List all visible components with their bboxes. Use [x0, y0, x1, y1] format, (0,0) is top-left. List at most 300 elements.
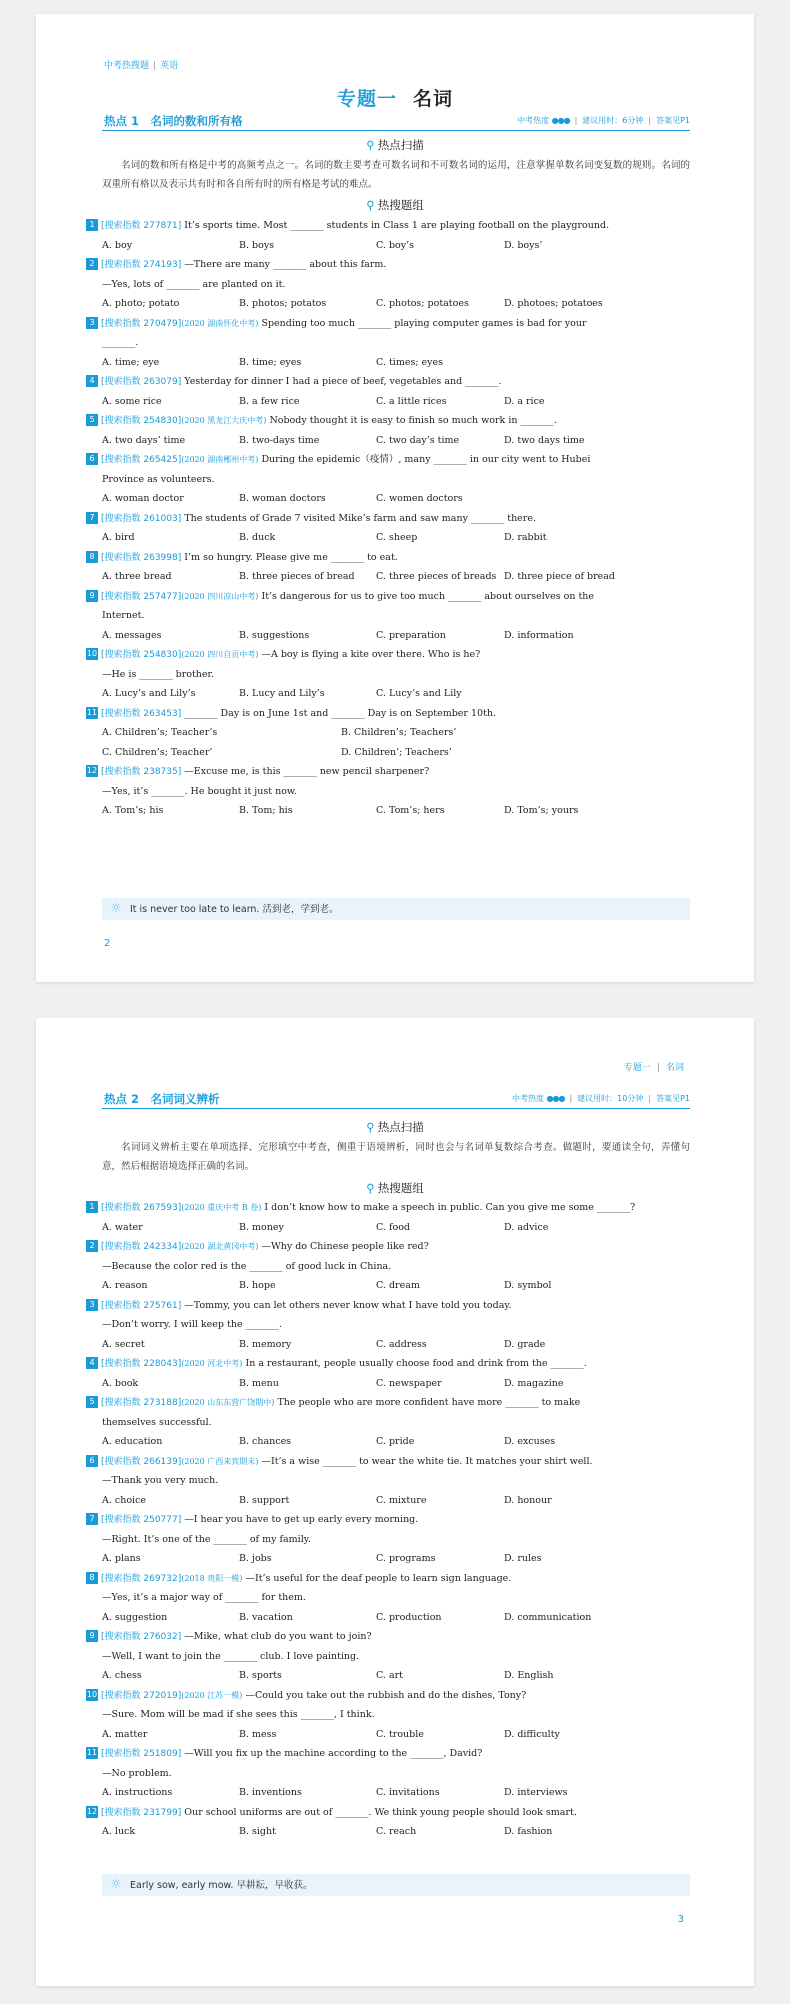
search-index: [搜索指数 261003] — [101, 513, 182, 524]
question-text: —Could you take out the rubbish and do the dishes, Tony? — [245, 1689, 527, 1701]
question-text: During the epidemic（疫情）, many _______ in our city went to Hubei — [261, 454, 591, 465]
question-number: 11 — [86, 1748, 98, 1757]
option-d[interactable]: D. symbol — [504, 1280, 552, 1291]
question-stem-continued — [86, 606, 690, 626]
header-separator: | — [153, 61, 157, 71]
question-text: —Will you fix up the machine according to the _______, David? — [184, 1748, 483, 1759]
option-b[interactable]: B. three pieces of bread — [239, 571, 355, 582]
question-text: themselves successful. — [102, 1416, 212, 1428]
hot-topic-meta: 中考热度 ●●● | 建议用时：10分钟 | 答案见P1 — [511, 1094, 690, 1103]
option-a[interactable]: A. water — [102, 1221, 143, 1233]
question-stem — [86, 1744, 690, 1764]
question-number: 2 — [86, 258, 98, 270]
question-number: 4 — [86, 1357, 98, 1369]
magnifier-icon: ⚲ — [366, 198, 375, 212]
question-stem-continued — [86, 1530, 690, 1550]
option-c[interactable]: C. pride — [376, 1436, 415, 1447]
option-d[interactable]: D. advice — [504, 1221, 549, 1233]
option-c[interactable]: C. reach — [376, 1826, 417, 1837]
question-number: 5 — [86, 414, 98, 426]
option-b[interactable]: B. boys — [239, 239, 275, 251]
question-text: —It’s useful for the deaf people to learn sign language. — [245, 1572, 512, 1584]
question-number: 7 — [86, 1513, 98, 1525]
question-7 — [86, 1510, 690, 1569]
question-stem — [86, 450, 690, 470]
option-d[interactable]: D. rabbit — [504, 532, 547, 543]
running-header — [624, 1060, 684, 1073]
scan-heading-text: 热点扫描 — [377, 138, 424, 152]
option-d[interactable]: D. magazine — [504, 1377, 564, 1389]
question-source: (2020 山东东营广饶期中) — [181, 1398, 275, 1407]
option-d[interactable]: D. rules — [504, 1553, 542, 1564]
question-text: —No problem. — [102, 1767, 172, 1779]
heat-label: 中考热度 — [511, 1094, 544, 1103]
magnifier-icon: ⚲ — [366, 138, 375, 152]
option-a[interactable]: A. boy — [102, 239, 133, 251]
option-a[interactable]: A. suggestion — [102, 1611, 168, 1623]
question-text: Spending too much _______ playing computer games is bad for your — [261, 317, 587, 329]
option-c[interactable]: C. Tom’s; hers — [376, 805, 445, 816]
magnifier-icon: ⚲ — [366, 1181, 375, 1195]
question-9 — [86, 587, 690, 646]
question-stem — [86, 762, 690, 782]
option-b[interactable]: B. Tom; his — [239, 805, 293, 816]
question-text: —Yes, it’s _______. He bought it just now. — [102, 785, 297, 797]
subject-label: 英语 — [160, 61, 179, 71]
question-4 — [86, 1354, 690, 1393]
question-stem-continued — [86, 1764, 690, 1784]
suggested-time: 建议用时：10分钟 — [577, 1094, 644, 1103]
option-d[interactable]: D. Tom’s; yours — [504, 805, 579, 816]
search-index: [搜索指数 231799] — [101, 1807, 182, 1818]
question-text: —Yes, lots of _______ are planted on it. — [102, 278, 286, 290]
answer-ref: 答案见P1 — [656, 1094, 690, 1103]
option-row — [86, 1608, 690, 1628]
question-text: It’s dangerous for us to give too much _______ about ourselves on the — [261, 590, 595, 602]
search-index: [搜索指数 250777] — [101, 1515, 182, 1525]
question-number: 12 — [86, 1806, 98, 1816]
question-list — [86, 216, 690, 821]
question-number: 1 — [86, 219, 98, 231]
option-b[interactable]: B. chances — [239, 1436, 292, 1447]
question-number: 8 — [86, 1572, 98, 1584]
search-index: [搜索指数 276032] — [101, 1632, 182, 1642]
option-a[interactable]: A. matter — [102, 1728, 148, 1740]
option-d[interactable]: D. a rice — [504, 395, 545, 407]
question-5 — [86, 411, 690, 450]
question-stem — [86, 216, 690, 236]
question-stem-continued — [86, 1471, 690, 1491]
scan-heading — [36, 1119, 754, 1135]
question-stem-continued — [86, 1588, 690, 1608]
option-c[interactable]: C. Lucy’s and Lily — [376, 688, 462, 699]
search-index: [搜索指数 263453] — [101, 708, 182, 719]
magnifier-icon: ⚲ — [366, 1120, 375, 1134]
option-b[interactable]: B. Children’s; Teachers’ — [341, 727, 457, 738]
option-b[interactable]: B. duck — [239, 532, 276, 543]
question-number: 6 — [86, 453, 98, 465]
question-stem — [86, 1354, 690, 1374]
hot-topic-title: 热点 1 名词的数和所有格 — [104, 114, 243, 128]
option-a[interactable]: A. choice — [102, 1494, 147, 1506]
option-row — [86, 489, 690, 509]
option-d[interactable]: D. fashion — [504, 1826, 553, 1837]
search-index: [搜索指数 254830] — [101, 650, 182, 660]
option-a[interactable]: A. reason — [102, 1280, 148, 1291]
option-c[interactable]: C. two day’s time — [376, 434, 460, 446]
flame-icon: ●●● — [546, 1094, 565, 1103]
option-d[interactable]: D. English — [504, 1670, 554, 1681]
option-c[interactable]: C. times; eyes — [376, 356, 444, 368]
option-c[interactable]: C. sheep — [376, 532, 418, 543]
question-12 — [86, 1803, 690, 1842]
option-c[interactable]: C. boy’s — [376, 239, 415, 251]
question-stem — [86, 645, 690, 665]
running-header — [104, 58, 178, 71]
question-text: Province as volunteers. — [102, 473, 215, 485]
question-number: 5 — [86, 1396, 98, 1408]
option-c[interactable]: C. food — [376, 1221, 411, 1233]
question-stem-continued — [86, 470, 690, 490]
option-row — [86, 353, 690, 373]
question-9 — [86, 1627, 690, 1686]
question-text: The people who are more confident have more _______ to make — [277, 1397, 581, 1408]
question-source: (2020 四川凉山中考) — [181, 591, 259, 601]
option-row — [86, 567, 690, 587]
search-index: [搜索指数 274193] — [101, 260, 182, 270]
question-stem — [86, 411, 690, 431]
question-text: —Excuse me, is this _______ new pencil sharpener? — [184, 766, 430, 777]
question-list — [86, 1198, 690, 1842]
question-text: —Right. It’s one of the _______ of my family. — [102, 1533, 311, 1545]
scan-heading — [36, 137, 754, 153]
question-number: 9 — [86, 1630, 98, 1642]
option-c[interactable]: C. address — [376, 1338, 427, 1350]
hot-topic-bar — [102, 1090, 690, 1109]
question-text: —Tommy, you can let others never know what I have told you today. — [184, 1299, 512, 1311]
answer-ref: 答案见P1 — [656, 116, 690, 125]
option-b[interactable]: B. two-days time — [239, 434, 320, 446]
search-index: [搜索指数 238735] — [101, 767, 182, 777]
option-row — [86, 1491, 690, 1511]
chapter-name: 名词 — [413, 88, 454, 110]
question-stem — [86, 1198, 690, 1218]
option-a[interactable]: A. Children’s; Teacher’s — [102, 727, 218, 738]
question-text: —I hear you have to get up early every morning. — [184, 1514, 419, 1525]
option-d[interactable]: D. boys’ — [504, 239, 543, 251]
question-text: I’m so hungry. Please give me _______ to eat. — [184, 551, 398, 563]
option-b[interactable]: B. a few rice — [239, 395, 300, 407]
option-a[interactable]: A. three bread — [102, 571, 172, 582]
option-b[interactable]: B. vacation — [239, 1611, 293, 1623]
option-row — [86, 1549, 690, 1569]
question-number: 8 — [86, 551, 98, 563]
hot-topic-bar — [102, 112, 690, 131]
question-10 — [86, 645, 690, 704]
question-10 — [86, 1686, 690, 1745]
option-d[interactable]: D. photoes; potatoes — [504, 298, 603, 309]
option-c[interactable]: C. a little rices — [376, 395, 447, 407]
question-text: Internet. — [102, 610, 145, 621]
proverb-box — [102, 1874, 690, 1896]
question-source: (2020 重庆中考 B 卷) — [181, 1203, 262, 1212]
search-index: [搜索指数 267593] — [101, 1203, 182, 1213]
question-text: Our school uniforms are out of _______. We think young people should look smart. — [184, 1806, 577, 1818]
question-stem — [86, 255, 690, 275]
question-number: 3 — [86, 1299, 98, 1311]
option-b[interactable]: B. jobs — [239, 1553, 272, 1564]
chapter-number: 专题一 — [336, 88, 397, 110]
search-index: [搜索指数 270479] — [101, 318, 182, 329]
question-stem — [86, 704, 690, 724]
question-6 — [86, 450, 690, 509]
question-stem — [86, 1296, 690, 1316]
question-11 — [86, 1744, 690, 1803]
question-stem-continued — [86, 1413, 690, 1433]
question-stem-continued — [86, 275, 690, 295]
scan-heading-text: 热点扫描 — [377, 1120, 424, 1134]
question-stem — [86, 372, 690, 392]
question-text: I don’t know how to make a speech in public. Can you give me some _______? — [264, 1202, 636, 1213]
question-stem-continued — [86, 1647, 690, 1667]
option-b[interactable]: B. suggestions — [239, 629, 310, 641]
option-row — [86, 1783, 690, 1803]
search-index: [搜索指数 266139] — [101, 1456, 182, 1467]
search-index: [搜索指数 251809] — [101, 1749, 182, 1759]
question-3 — [86, 314, 690, 373]
question-stem — [86, 548, 690, 568]
page-3 — [36, 1018, 754, 1986]
option-d[interactable]: D. two days time — [504, 434, 585, 446]
option-c[interactable]: C. production — [376, 1611, 442, 1623]
option-a[interactable]: A. two days’ time — [102, 434, 186, 446]
question-4 — [86, 372, 690, 411]
search-index: [搜索指数 263079] — [101, 377, 182, 387]
question-number: 10 — [86, 1689, 98, 1699]
search-index: [搜索指数 228043] — [101, 1359, 182, 1369]
hot-topic-meta: 中考热度 ●●● | 建议用时：6分钟 | 答案见P1 — [517, 116, 690, 125]
question-number: 6 — [86, 1455, 98, 1467]
question-text: —It’s a wise _______ to wear the white tie. It matches your shirt well. — [261, 1455, 593, 1467]
option-d[interactable]: D. honour — [504, 1494, 552, 1506]
question-text: —Don’t worry. I will keep the _______. — [102, 1319, 282, 1330]
header-separator: | — [656, 1063, 660, 1073]
hot-topic-title: 热点 2 名词词义辨析 — [104, 1092, 220, 1106]
question-8 — [86, 548, 690, 587]
option-row — [86, 1335, 690, 1355]
question-2 — [86, 255, 690, 314]
question-stem — [86, 1569, 690, 1589]
option-a[interactable]: A. time; eye — [102, 356, 160, 368]
option-a[interactable]: A. luck — [102, 1826, 136, 1837]
question-source: (2020 湖南怀化中考) — [181, 318, 259, 328]
question-7 — [86, 509, 690, 548]
intro-paragraph: 名词的数和所有格是中考的高频考点之一。名词的数主要考查可数名词和不可数名词的运用，注意掌握单数名词变复数的规则。名词的双重所有格以及表示共有时和各自所有时的所有格是考试的难点。 — [102, 160, 690, 190]
question-stem — [86, 587, 690, 607]
option-a[interactable]: A. secret — [102, 1338, 145, 1350]
option-row — [86, 392, 690, 412]
search-index: [搜索指数 269732] — [101, 1573, 182, 1584]
option-c[interactable]: C. three pieces of breads — [376, 571, 497, 582]
search-index: [搜索指数 265425] — [101, 455, 182, 465]
option-b[interactable]: B. photos; potatos — [239, 298, 327, 309]
group-heading-text: 热搜题组 — [377, 1181, 424, 1195]
question-number: 4 — [86, 375, 98, 387]
option-c[interactable]: C. invitations — [376, 1787, 440, 1798]
header-topic: 专题一 — [623, 1063, 651, 1073]
question-text: —Sure. Mom will be mad if she sees this _______, I think. — [102, 1709, 375, 1720]
question-text: In a restaurant, people usually choose food and drink from the _______. — [245, 1358, 587, 1369]
option-b[interactable]: B. mess — [239, 1728, 277, 1740]
option-d[interactable]: D. Children’; Teachers’ — [341, 746, 452, 758]
question-stem-continued — [86, 1257, 690, 1277]
proverb-text: Early sow, early mow. 早耕耘，早收获。 — [130, 1880, 313, 1891]
option-b[interactable]: B. support — [239, 1494, 290, 1506]
option-b[interactable]: B. sports — [239, 1670, 282, 1681]
option-d[interactable]: D. excuses — [504, 1436, 556, 1447]
option-c[interactable]: C. women doctors — [376, 493, 463, 504]
question-6 — [86, 1452, 690, 1511]
option-c[interactable]: C. photos; potatoes — [376, 298, 469, 309]
search-index: [搜索指数 242334] — [101, 1242, 182, 1252]
option-d[interactable]: D. information — [504, 629, 574, 641]
option-row — [86, 1374, 690, 1394]
option-row — [86, 236, 690, 256]
option-b[interactable]: B. sight — [239, 1826, 276, 1837]
option-c[interactable]: C. dream — [376, 1280, 420, 1291]
question-number: 10 — [86, 649, 98, 658]
question-text: It’s sports time. Most _______ students in Class 1 are playing football on the playground. — [184, 220, 610, 231]
option-row — [86, 684, 690, 704]
group-heading-text: 热搜题组 — [377, 198, 424, 212]
option-c[interactable]: C. trouble — [376, 1728, 424, 1740]
question-stem — [86, 1627, 690, 1647]
option-b[interactable]: B. inventions — [239, 1787, 302, 1798]
option-b[interactable]: B. memory — [239, 1338, 292, 1350]
option-a[interactable]: A. Lucy’s and Lily’s — [102, 688, 196, 699]
group-heading — [36, 1180, 754, 1196]
option-c[interactable]: C. mixture — [376, 1494, 427, 1506]
page-2 — [36, 14, 754, 982]
option-row — [86, 1432, 690, 1452]
question-3 — [86, 1296, 690, 1355]
question-number: 2 — [86, 1240, 98, 1252]
question-text: Yesterday for dinner I had a piece of beef, vegetables and _______. — [184, 376, 502, 387]
question-source: (2020 湖北黄冈中考) — [181, 1242, 259, 1251]
search-index: [搜索指数 263998] — [101, 552, 182, 563]
option-row — [86, 528, 690, 548]
option-d[interactable]: D. grade — [504, 1338, 546, 1350]
option-row — [86, 294, 690, 314]
option-a[interactable]: A. messages — [102, 629, 162, 641]
option-a[interactable]: A. some rice — [102, 395, 162, 407]
option-c[interactable]: C. newspaper — [376, 1377, 442, 1389]
question-source: (2020 黑龙江大庆中考) — [181, 416, 267, 425]
question-number: 7 — [86, 512, 98, 524]
question-source: (2020 湖南郴州中考) — [181, 455, 259, 464]
option-row — [86, 1822, 690, 1842]
question-text: _______. — [102, 337, 139, 348]
question-text: —A boy is flying a kite over there. Who is he? — [261, 649, 481, 660]
option-a[interactable]: A. book — [102, 1377, 139, 1389]
option-row — [86, 1218, 690, 1238]
book-title: 中考热搜题 — [104, 61, 150, 71]
question-number: 12 — [86, 766, 98, 775]
option-a[interactable]: A. plans — [102, 1553, 141, 1564]
intro-paragraph: 名词词义辨析主要在单项选择、完形填空中考查，侧重于语境辨析，同时也会与名词单复数综合考查。做题时，要通读全句，弄懂句意，然后根据语境选择正确的名词。 — [102, 1142, 690, 1172]
question-text: —Well, I want to join the _______ club. I love painting. — [102, 1650, 360, 1662]
question-1 — [86, 216, 690, 255]
header-name: 名词 — [665, 1063, 684, 1073]
option-row — [86, 1666, 690, 1686]
suggested-time: 建议用时：6分钟 — [582, 116, 644, 125]
option-a[interactable]: A. chess — [102, 1670, 142, 1681]
option-a[interactable]: A. woman doctor — [102, 493, 184, 504]
option-b[interactable]: B. money — [239, 1221, 284, 1233]
question-stem-continued — [86, 782, 690, 802]
option-c[interactable]: C. preparation — [376, 629, 446, 641]
question-text: —Because the color red is the _______ of good luck in China. — [102, 1260, 392, 1272]
question-stem — [86, 1452, 690, 1472]
option-b[interactable]: B. hope — [239, 1280, 276, 1291]
question-source: (2020 江苏一模) — [181, 1690, 243, 1700]
question-number: 1 — [86, 1201, 98, 1213]
option-a[interactable]: A. education — [102, 1436, 163, 1447]
option-row — [86, 743, 690, 763]
option-b[interactable]: B. menu — [239, 1377, 279, 1389]
option-a[interactable]: A. bird — [102, 532, 135, 543]
question-2 — [86, 1237, 690, 1296]
option-b[interactable]: B. time; eyes — [239, 356, 302, 368]
question-number: 11 — [86, 707, 98, 717]
option-d[interactable]: D. communication — [504, 1611, 592, 1623]
question-stem-continued — [86, 333, 690, 353]
search-index: [搜索指数 257477] — [101, 591, 182, 602]
option-c[interactable]: C. art — [376, 1670, 403, 1681]
option-a[interactable]: A. photo; potato — [102, 298, 180, 309]
option-row — [86, 723, 690, 743]
question-stem — [86, 509, 690, 529]
option-a[interactable]: A. instructions — [102, 1787, 173, 1798]
option-d[interactable]: D. interviews — [504, 1787, 568, 1798]
option-d[interactable]: D. three piece of bread — [504, 571, 616, 582]
search-index: [搜索指数 272019] — [101, 1690, 182, 1701]
heat-label: 中考热度 — [517, 116, 550, 125]
option-d[interactable]: D. difficulty — [504, 1728, 560, 1740]
group-heading — [36, 197, 754, 213]
option-c[interactable]: C. programs — [376, 1553, 436, 1564]
question-text: —He is _______ brother. — [102, 668, 215, 680]
option-b[interactable]: B. Lucy and Lily’s — [239, 688, 325, 699]
question-12 — [86, 762, 690, 821]
question-5 — [86, 1393, 690, 1452]
question-source: (2020 河北中考) — [181, 1359, 243, 1368]
question-source: (2020 四川自贡中考) — [181, 650, 259, 659]
search-index: [搜索指数 273188] — [101, 1398, 182, 1408]
question-text: —Mike, what club do you want to join? — [184, 1631, 372, 1642]
option-c[interactable]: C. Children’s; Teacher’ — [102, 746, 213, 758]
flame-icon: ●●● — [551, 116, 570, 125]
option-a[interactable]: A. Tom’s; his — [102, 805, 164, 816]
question-stem-continued — [86, 1315, 690, 1335]
question-stem-continued — [86, 665, 690, 685]
question-stem — [86, 1803, 690, 1823]
question-11 — [86, 704, 690, 763]
option-row — [86, 626, 690, 646]
option-row — [86, 431, 690, 451]
option-b[interactable]: B. woman doctors — [239, 493, 326, 504]
question-text: —Yes, it’s a major way of _______ for them. — [102, 1592, 306, 1603]
